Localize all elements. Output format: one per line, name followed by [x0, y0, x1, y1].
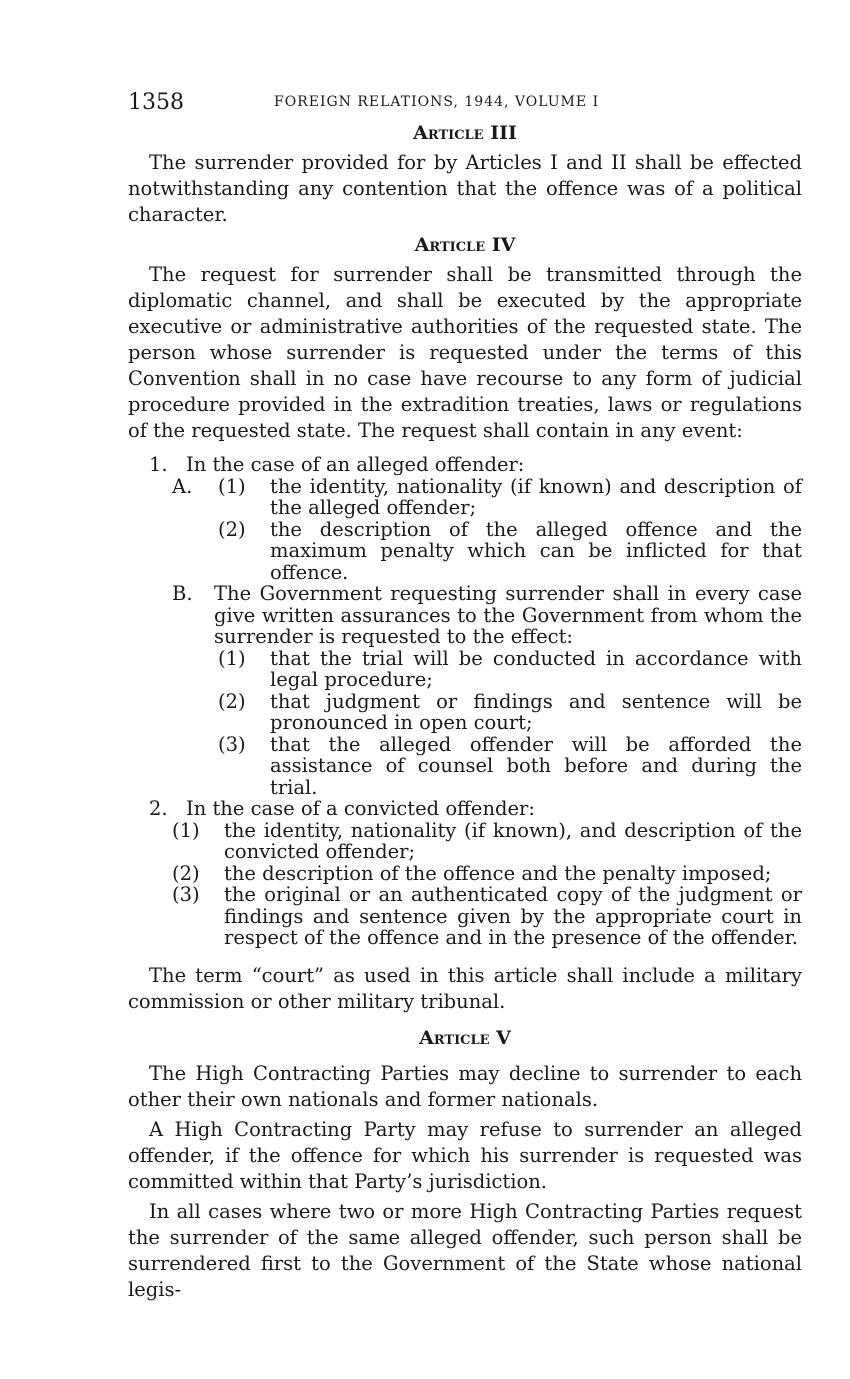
list-item-1b-1 [128, 648, 802, 691]
list-marker: (2) [218, 689, 246, 713]
list-item-text: the original or an authenticated copy of the judgment or findings and sentence given by the appropriate court in respect of the offence and in the presence of the offender. [224, 883, 802, 949]
list-item-text: the identity, nationality (if known), and description of the convicted offender; [224, 818, 802, 863]
list-marker: (1) [218, 474, 246, 498]
list-marker: (1) [218, 646, 246, 670]
list-item-text: that judgment or findings and sentence will be pronounced in open court; [270, 689, 802, 734]
document-page [128, 86, 802, 1303]
list-item-2 [128, 798, 802, 820]
page-number: 1358 [128, 90, 184, 115]
list-item-text: In the case of a convicted offender: [186, 797, 535, 820]
list-item-text: the description of the offence and the penalty imposed; [224, 861, 772, 885]
list-item-1b-3 [128, 734, 802, 799]
list-marker: B. [172, 582, 193, 605]
list-item-text: that the alleged offender will be afforded the assistance of counsel both before and during the trial. [270, 732, 802, 799]
list-marker: 1. [149, 453, 168, 476]
article-5-paragraph-1: The High Contracting Parties may decline to surrender to each other their own nationals and former nationals. [128, 1061, 802, 1111]
article-5-heading: Article V [419, 1026, 511, 1049]
article-3-heading: Article III [413, 122, 517, 144]
list-item-1a-1 [128, 476, 802, 519]
list-marker: (2) [172, 861, 200, 885]
list-item-text: that the trial will be conducted in accordance with legal procedure; [270, 646, 802, 691]
list-item-text: In the case of an alleged offender: [186, 453, 525, 476]
article-4-heading: Article IV [414, 234, 516, 256]
list-item-1b-2 [128, 691, 802, 734]
list-item-1 [128, 454, 802, 476]
list-item-1b [128, 583, 802, 648]
list-marker: (1) [172, 818, 200, 842]
article-4-closing-paragraph: The term “court” as used in this article shall include a military commission or other military tribunal. [128, 963, 802, 1013]
article-5-paragraph-3: In all cases where two or more High Contracting Parties request the surrender of the same alleged offender, such person shall be surrendered first to the Government of the State whose national legis- [128, 1199, 802, 1301]
list-item-2-2 [128, 863, 802, 885]
list-marker: 2. [149, 797, 168, 820]
article-5-paragraph-2: A High Contracting Party may refuse to surrender an alleged offender, if the offence for which his surrender is requested was committed within that Party’s jurisdiction. [128, 1117, 802, 1193]
list-item-1a-2 [128, 519, 802, 584]
article-4-paragraph: The request for surrender shall be transmitted through the diplomatic channel, and shall be executed by the appropriate executive or administrative authorities of the requested state. The person whose surrender is requested under the terms of this Convention shall in no case have recourse to any form of judicial procedure provided in the extradition treaties, laws or regulations of the requested state. The request shall contain in any event: [128, 263, 802, 442]
list-item-2-3 [128, 884, 802, 949]
list-marker: (3) [172, 883, 200, 906]
list-item-text: The Government requesting surrender shall in every case give written assurances to the Government from whom the surrender is requested to the effect: [214, 582, 802, 648]
list-marker: A. [172, 474, 193, 498]
running-head: FOREIGN RELATIONS, 1944, VOLUME I [274, 94, 600, 110]
list-marker: (2) [218, 517, 246, 541]
list-marker: (3) [218, 732, 246, 756]
page-header [128, 86, 802, 116]
list-item-text: the description of the alleged offence and the maximum penalty which can be inflicted for that offence. [270, 517, 802, 584]
article-3-paragraph: The surrender provided for by Articles I and II shall be effected notwithstanding any contention that the offence was of a political character. [128, 151, 802, 226]
list-item-text: the identity, nationality (if known) and description of the alleged offender; [270, 474, 802, 519]
list-item-2-1 [128, 820, 802, 863]
